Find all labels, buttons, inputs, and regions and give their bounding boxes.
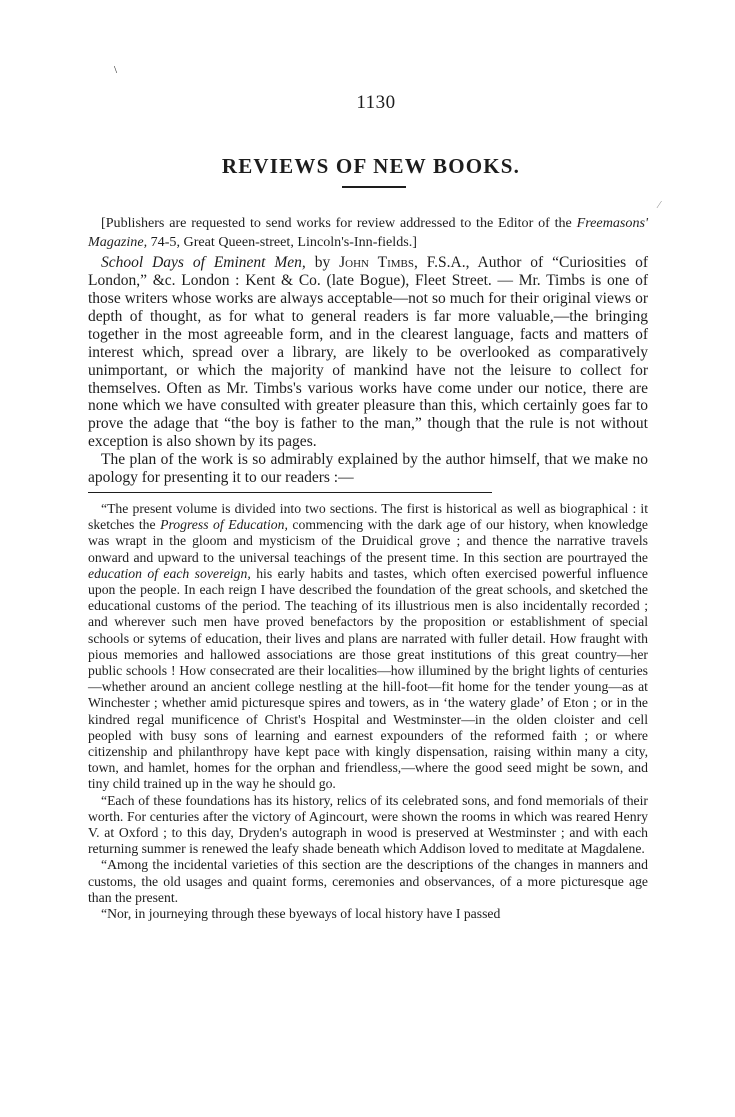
page [88, 92, 660, 922]
quote-1-italic-progress: Progress of Education, [160, 517, 288, 533]
margin-mark: ⁄ [658, 200, 660, 211]
publishers-notice [88, 214, 648, 251]
quote-1-italic-education: education of each sovereign, [88, 565, 251, 581]
page-number: 1130 [356, 92, 396, 113]
quote-1-part-c: his early habits and tastes, which often exercised powerful influence upon the people. In each reign I have described the foundation of the great schools, and sketched the educational customs of the period. The teaching of its illustrious men is also incidentally recorded ; and wherever such men have proved benefactors by the proposition or establishment of special schools or sytems of education, their lives and plans are narrated with fuller detail. How fraught with pious memories and hallowed associations are those great institutions of this great country—her public schools ! How consecrated are their localities—how illumined by the bright lights of centuries—whether around an ancient college nestling at the hill-foot—fit home for the tender young—as at Winchester ; whether amid picturesque spires and towers, as in ‘the watery glade’ of Eton ; or in the kindred regal munificence of Christ's Hospital and Westminster—in the olden cloister and cell peopled with busy sons of learning and earnest expounders of the reformed faith ; or where citizenship and philanthropy have kept pace with kingly dispensation, raising within many a city, town, and hamlet, homes for the orphan and friendless,—where the good seed might be sown, and tiny child trained up in the way he should go. [88, 565, 648, 792]
quote-1-part-a: “The present volume is divided into two sections. The first is historical as well as biographical : it sketches the [88, 500, 648, 533]
quote-divider [88, 492, 492, 493]
review-paragraph [88, 254, 648, 451]
review-by: by [305, 254, 340, 272]
quote-paragraph-1 [88, 501, 648, 793]
heading-rule [342, 186, 406, 188]
book-title: School Days of Eminent Men, [101, 254, 306, 272]
section-heading: REVIEWS OF NEW BOOKS. [221, 154, 521, 178]
stray-mark: \ [114, 64, 118, 76]
quote-paragraph-3: “Among the incidental varieties of this section are the descriptions of the changes in manners and customs, the old usages and quaint forms, ceremonies and observances, of a more picturesque age than the present. [88, 857, 648, 905]
review-body: F.S.A., Author of “Curiosities of London,” &c. London : Kent & Co. (late Bogue), Fleet Street. — Mr. Timbs is one of those writers whose works are always acceptable—not so much for their original views or depth of thought, as for what to general readers is far more valuable,—the bringing together in the most agreeable form, and in the clearest language, facts and matters of interest which, spread over a library, are likely to be overlooked as comparatively unimportant, or which the majority of mankind have not the leisure to collect for themselves. Often as Mr. Timbs's various works have come under our notice, there are none which we have consulted with greater pleasure than this, which certainly goes far to prove the adage that “the boy is father to the man,” though that the rule is not without exception is also shown by its pages. [88, 254, 648, 451]
quote-1-part-b: commencing with the dark age of our history, when knowledge was wrapt in the gloom and mysticism of the Druidical grove ; and thence the narrative travels onward and upward to the universal teachings of the present time. In this section are pourtrayed the [88, 517, 649, 565]
quote-paragraph-2: “Each of these foundations has its history, relics of its celebrated sons, and fond memorials of their worth. For centuries after the victory of Agincourt, were shown the rooms in which was reared Henry V. at Oxford ; to this day, Dryden's autograph in wood is preserved at Westminster ; and with each returning summer is renewed the leafy shade beneath which Addison loved to meditate at Magdalene. [88, 792, 648, 857]
author-name: John Timbs, [339, 254, 418, 272]
quote-paragraph-4: “Nor, in journeying through these byeways of local history have I passed [101, 906, 501, 922]
notice-text-start: [Publishers are requested to send works for review addressed to the Editor of the [101, 215, 577, 231]
magazine-name: Freemasons' Magazine, [88, 215, 648, 250]
review-plan-paragraph: The plan of the work is so admirably explained by the author himself, that we make no apology for presenting it to our readers :— [88, 451, 648, 487]
notice-text-end: 74-5, Great Queen-street, Lincoln's-Inn-fields.] [147, 233, 417, 250]
